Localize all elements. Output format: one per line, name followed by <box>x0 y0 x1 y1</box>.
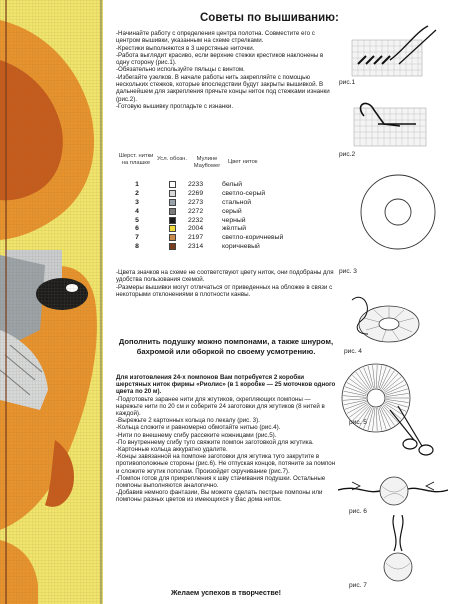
caption-fig5: рис. 5 <box>349 419 367 426</box>
instruction-item: -Концы завязанной на помпоне заготовки для жгутика туго закрутите в противоположные стороны (рис.6). Не отпуская концов, потяните за помпон и сложите жгутик пополам. Произойдет скручивание (рис.7). <box>116 453 336 475</box>
caption-fig7: рис. 7 <box>349 582 367 589</box>
legend-strand-count: 7 <box>135 234 139 242</box>
legend-color-name: жёлтый <box>222 225 247 233</box>
swatch-icon <box>169 199 176 206</box>
legend-swatch <box>156 224 188 233</box>
pompom-instructions <box>116 374 336 504</box>
tip-item: -Работа выглядит красиво, если верхние стежки крестиков наклонены в одну сторону (рис.1). <box>116 51 324 67</box>
fig1-stitch-illustration <box>344 20 444 82</box>
caption-fig6: рис. 6 <box>349 508 367 515</box>
chart-image <box>0 0 103 604</box>
legend-swatch <box>156 180 188 189</box>
legend-swatch <box>156 189 188 198</box>
caption-fig4: рис. 4 <box>344 348 362 355</box>
legend-strand-count: 3 <box>135 198 139 206</box>
instruction-item: -Кольца сложите и равномерно обмотайте нитью (рис.4). <box>116 424 281 432</box>
legend-code: 2232 <box>188 216 204 224</box>
swatch-icon <box>169 208 176 215</box>
tip-item: -Начинайте работу с определения центра полотна. Совместите его с центром вышивки, указанным на схеме стрелками. <box>116 30 315 45</box>
legend-row <box>118 216 283 225</box>
legend-code: 2004 <box>188 225 204 233</box>
legend-strand-count: 6 <box>135 225 139 233</box>
legend-strand-count: 2 <box>135 189 139 197</box>
legend-swatch <box>156 198 188 207</box>
closing-wish: Желаем успехов в творчестве! <box>170 588 282 597</box>
legend-code: 2233 <box>188 180 204 188</box>
legend-row <box>118 233 283 242</box>
legend-color-name: светло-серый <box>222 189 266 197</box>
legend-row <box>118 242 283 251</box>
instruction-item: -Нити по внешнему сгибу рассеките ножницами (рис.5). <box>116 431 277 439</box>
fig3-cardboard-ring <box>358 172 438 252</box>
legend-color-name: черный <box>222 216 246 224</box>
swatch-icon <box>169 217 176 224</box>
legend-strand-count: 8 <box>135 243 139 251</box>
tip-item: -Готовую вышивку прогладьте с изнанки. <box>116 102 234 110</box>
legend-code: 2269 <box>188 189 204 197</box>
legend-row <box>118 189 283 198</box>
cross-stitch-chart-strip <box>0 0 103 604</box>
caption-fig3: рис. 3 <box>339 268 357 275</box>
legend-swatch <box>156 216 188 225</box>
swatch-icon <box>169 181 176 188</box>
legend-header-color: Цвет ниток <box>228 159 258 165</box>
legend-code: 2314 <box>188 243 204 251</box>
note-item: -Размеры вышивки могут отличаться от приведенных на обложке в связи с некоторыми отклонениями в плотности канвы. <box>116 283 333 298</box>
legend-header-strands: Шерст. нитки на плашке <box>118 153 154 166</box>
fig2-thread-securing-illustration <box>344 96 444 151</box>
legend-swatch <box>156 207 188 216</box>
swatch-icon <box>169 243 176 250</box>
legend-row <box>118 198 283 207</box>
fig5-cutting-threads <box>338 360 446 464</box>
legend-row <box>118 207 283 216</box>
legend-code: 2272 <box>188 207 204 215</box>
legend-color-name: светло-коричневый <box>222 234 284 242</box>
instruction-item: -Подготовьте заранее нити для жгутиков, скрепляющих помпоны — нарежьте нити по 20 см и соберите 24 заготовки для жгутиков (8 нитей в каждой). <box>116 395 325 418</box>
legend-row <box>118 180 283 189</box>
caption-fig1: рис.1 <box>339 79 356 86</box>
legend-row <box>118 224 283 233</box>
caption-fig2: рис.2 <box>339 151 356 158</box>
notes <box>116 269 336 298</box>
fig7-folded-cord <box>368 515 428 593</box>
legend-color-name: коричневый <box>222 243 260 251</box>
tip-item: -Обязательно используйте пяльцы с винтом. <box>116 66 245 74</box>
legend-color-name: стальной <box>222 198 252 206</box>
swatch-icon <box>169 190 176 197</box>
fig4-winding-rings <box>344 290 444 350</box>
legend-code: 2273 <box>188 198 204 206</box>
legend-swatch <box>156 233 188 242</box>
swatch-icon <box>169 234 176 241</box>
legend-strand-count: 4 <box>135 207 139 215</box>
legend-strand-count: 1 <box>135 180 139 188</box>
tip-item: -Крестики выполняются в 3 шерстяные ниточки. <box>116 44 255 52</box>
note-item: -Цвета значков на схеме не соответствуют цвету ниток, они подобраны для удобства пользования схемой. <box>116 269 334 284</box>
swatch-icon <box>169 225 176 232</box>
tips-title: Советы по вышиванию: <box>200 12 339 24</box>
legend-swatch <box>156 242 188 251</box>
instruction-item: -По внутреннему сгибу туго свяжите помпон заготовкой для жгутика. <box>116 438 314 446</box>
instruction-item: -Вырежьте 2 картонных кольца по лекалу (рис. 3). <box>116 417 260 425</box>
instruction-item: Для изготовления 24-х помпонов Вам потребуется 2 коробки шерстяных ниток фирмы «Риолис» (в 1 коробке — 25 моточков одного цвета по 20 м). <box>116 374 336 396</box>
instruction-item: -Добавив немного фантазии, Вы можете сделать пестрые помпоны или помпоны разных цветов из имеющихся у Вас дома ниток. <box>116 489 323 504</box>
legend-code: 2197 <box>188 234 204 242</box>
legend-header-muline: Мулине Mayflower <box>193 156 221 169</box>
legend-header-symbol: Усл. обозн. <box>157 156 187 162</box>
instruction-item: -Картонные кольца аккуратно удалите. <box>116 446 228 454</box>
thread-legend-table <box>118 180 283 251</box>
instruction-item: -Помпон готов для прикрепления к шву стачивания подушки. Остальные помпоны выполняются аналогично. <box>116 474 326 490</box>
legend-strand-count: 5 <box>135 216 139 224</box>
legend-color-name: серый <box>222 207 242 215</box>
pompom-heading: Дополнить подушку можно помпонами, а также шнуром, бахромой или оборкой по своему усмотрению. <box>118 337 334 356</box>
tips-list <box>116 30 336 110</box>
tip-item: -Избегайте узелков. В начале работы нить закрепляйте с помощью нескольких стежков, которые впоследствии будут закрыты вышивкой. В дальнейшем для закрепления прячьте концы ниток под стежками изнанки (рис.2). <box>116 73 330 103</box>
legend-color-name: белый <box>222 180 243 188</box>
